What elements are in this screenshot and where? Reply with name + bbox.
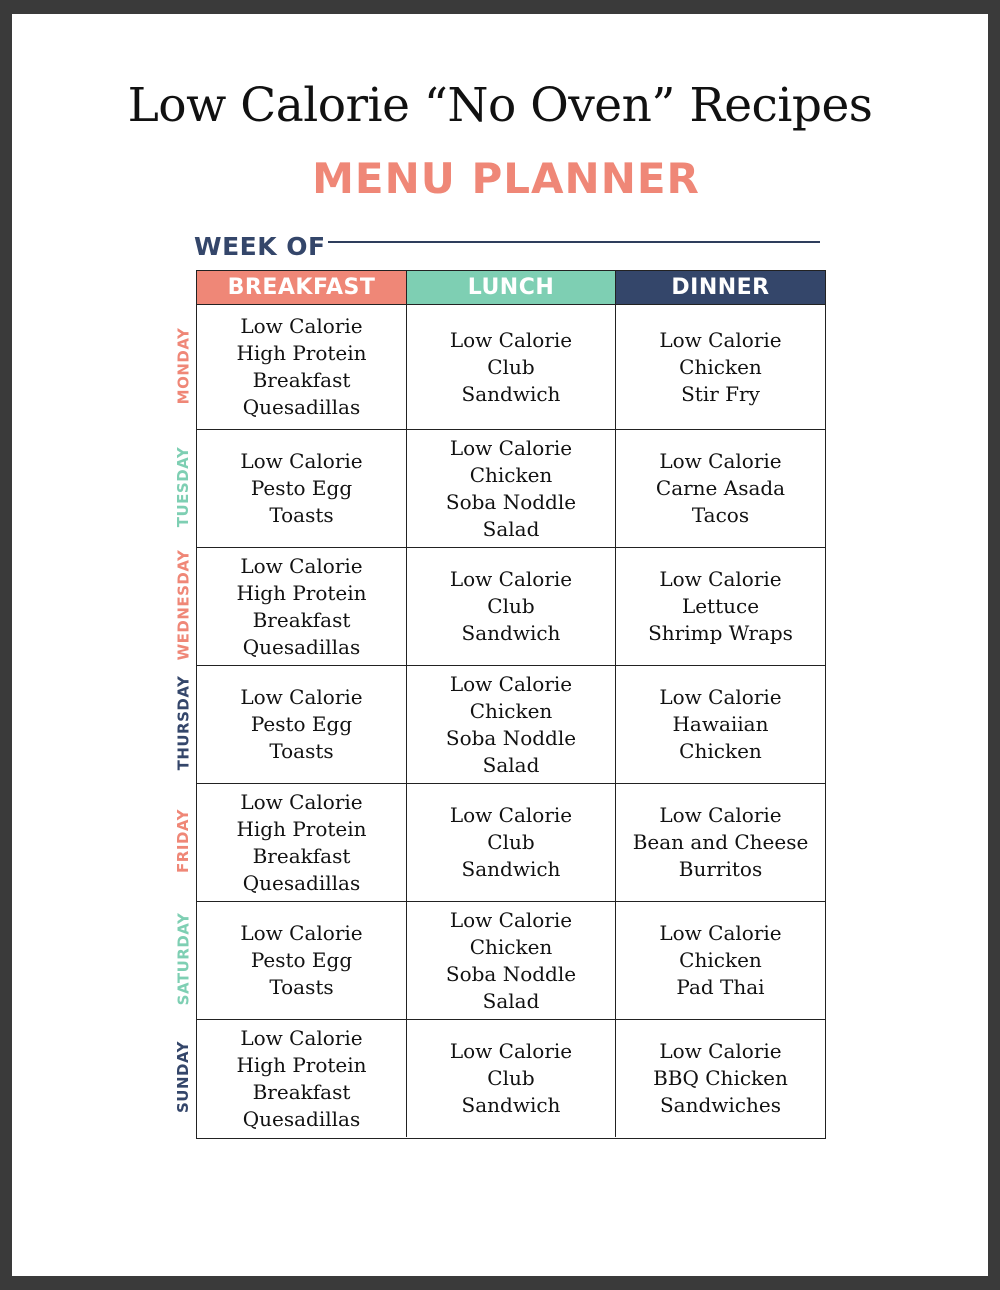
header-row: [197, 271, 825, 304]
day-label-text: TUESDAY: [174, 446, 193, 528]
day-label-text: WEDNESDAY: [174, 549, 192, 661]
day-label: [168, 303, 198, 428]
meal-cell-lunch: Low Calorie Chicken Soba Noddle Salad: [407, 430, 616, 547]
page-sheet: [12, 14, 988, 1276]
meal-cell-breakfast: Low Calorie High Protein Breakfast Quesadillas: [197, 548, 407, 665]
table-row: [197, 901, 825, 1019]
meal-cell-lunch: Low Calorie Chicken Soba Noddle Salad: [407, 902, 616, 1019]
header-lunch: LUNCH: [407, 271, 616, 304]
table-row: [197, 429, 825, 547]
meal-cell-lunch: Low Calorie Club Sandwich: [407, 548, 616, 665]
day-label: [168, 546, 198, 664]
page-title: Low Calorie “No Oven” Recipes: [127, 78, 873, 133]
meal-cell-lunch: Low Calorie Club Sandwich: [407, 1020, 616, 1137]
meal-cell-dinner: Low Calorie Bean and Cheese Burritos: [632, 803, 809, 881]
meal-cell-dinner: Low Calorie Carne Asada Tacos: [655, 449, 786, 527]
meal-cell-breakfast: Low Calorie High Protein Breakfast Quesadillas: [197, 305, 407, 429]
page-subtitle: MENU PLANNER: [312, 154, 700, 203]
table-row: [197, 665, 825, 783]
meal-cell-breakfast: Low Calorie High Protein Breakfast Quesadillas: [197, 1020, 407, 1137]
meal-cell-breakfast: Low Calorie Pesto Egg Toasts: [197, 666, 407, 783]
day-label: [168, 428, 198, 546]
table-row: [197, 547, 825, 665]
day-label: [168, 900, 198, 1018]
day-label-text: FRIDAY: [174, 809, 192, 873]
table-row: [197, 783, 825, 901]
day-label: [168, 782, 198, 900]
meal-cell-dinner: Low Calorie BBQ Chicken Sandwiches: [653, 1039, 788, 1117]
day-label-text: SUNDAY: [174, 1040, 192, 1114]
day-label-text: THURSDAY: [174, 675, 192, 771]
table-row: [197, 1019, 825, 1137]
meal-cell-dinner: Low Calorie Chicken Stir Fry: [659, 327, 782, 406]
day-label: [168, 1018, 198, 1136]
meal-cell-lunch: Low Calorie Club Sandwich: [407, 305, 616, 429]
meal-cell-dinner: Low Calorie Hawaiian Chicken: [659, 685, 782, 763]
meal-cell-lunch: Low Calorie Chicken Soba Noddle Salad: [407, 666, 616, 783]
meal-cell-dinner: Low Calorie Lettuce Shrimp Wraps: [648, 567, 793, 645]
week-of-blank-line: [328, 241, 820, 243]
day-label-text: MONDAY: [174, 327, 192, 404]
meal-cell-breakfast: Low Calorie Pesto Egg Toasts: [197, 902, 407, 1019]
meal-cell-breakfast: Low Calorie Pesto Egg Toasts: [197, 430, 407, 547]
meal-cell-breakfast: Low Calorie High Protein Breakfast Quesadillas: [197, 784, 407, 901]
meal-cell-lunch: Low Calorie Club Sandwich: [407, 784, 616, 901]
header-breakfast: BREAKFAST: [197, 271, 407, 304]
week-of-label: WEEK OF: [194, 232, 326, 261]
meal-cell-dinner: Low Calorie Chicken Pad Thai: [659, 921, 782, 999]
header-dinner: DINNER: [616, 271, 825, 304]
table-row: [197, 304, 825, 429]
menu-grid: [196, 270, 826, 1139]
day-label: [168, 664, 198, 782]
day-label-text: SATURDAY: [174, 912, 193, 1006]
